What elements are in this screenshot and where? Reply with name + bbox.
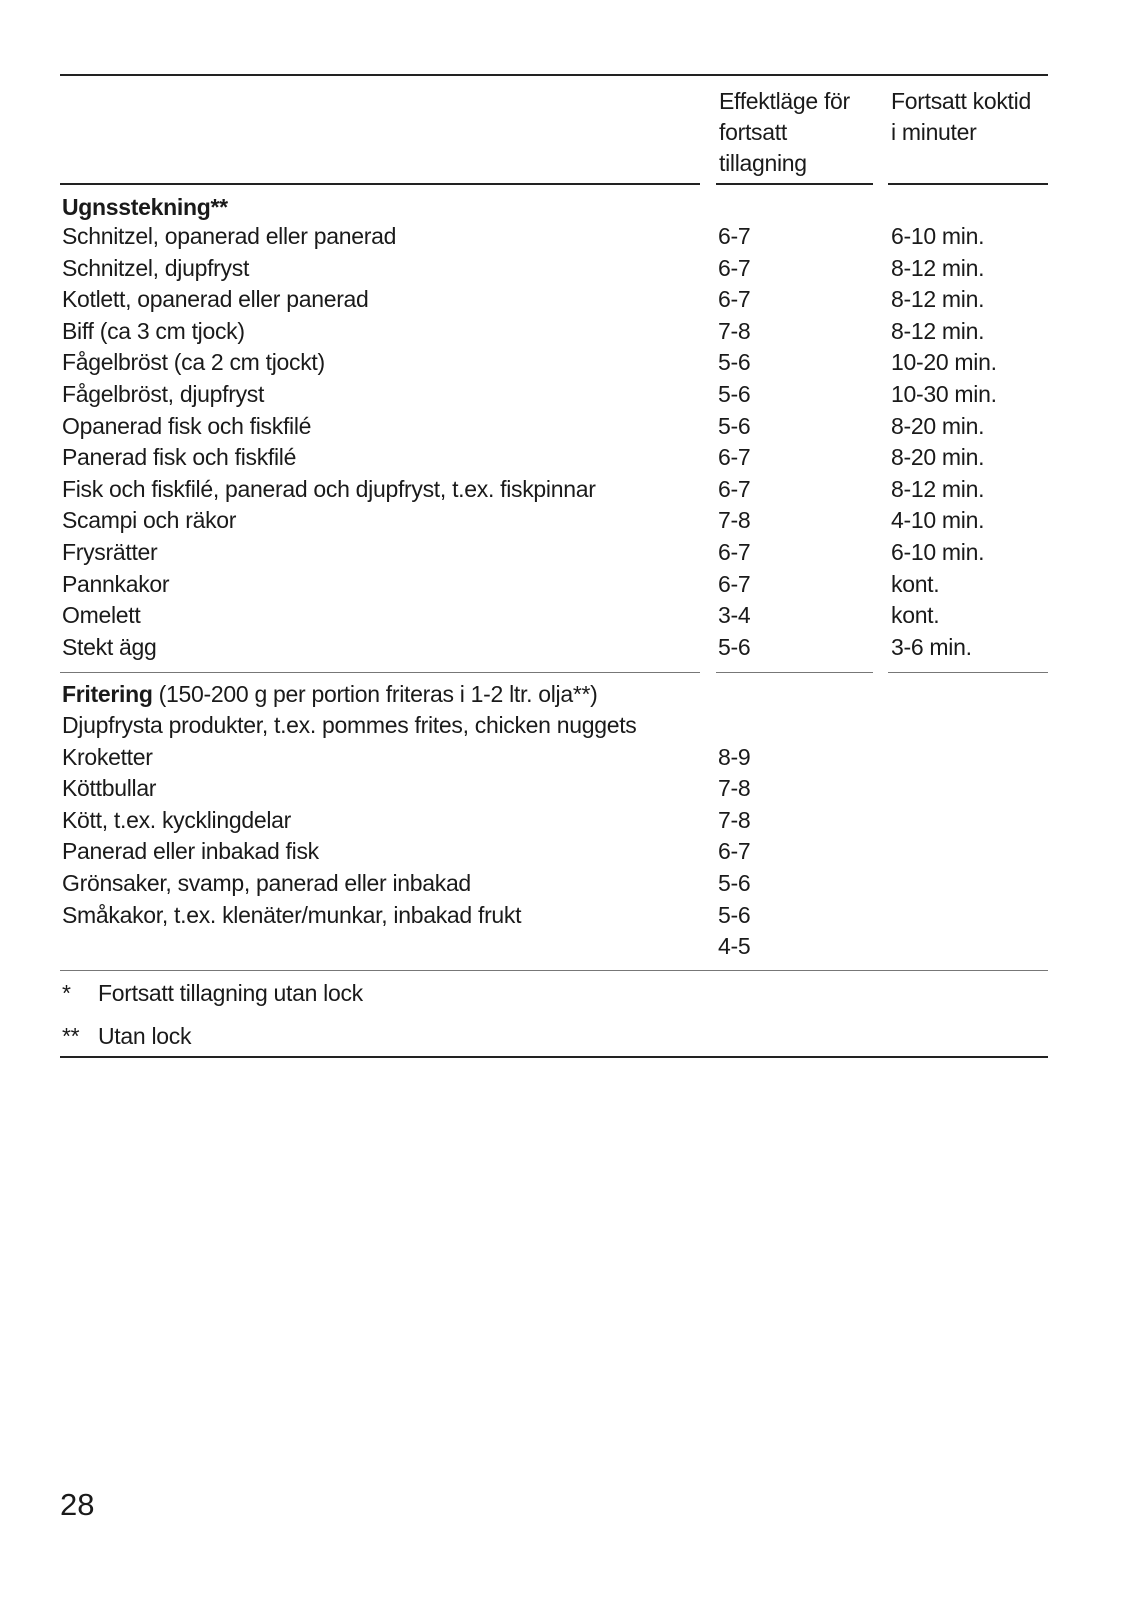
table-row	[62, 316, 1052, 348]
row-cook-time: 3-6 min.	[891, 633, 972, 660]
table-row	[62, 379, 1052, 411]
row-item: Omelett	[62, 602, 141, 629]
row-item: Fisk och fiskfilé, panerad och djupfryst, t.ex. fiskpinnar	[62, 475, 596, 502]
row-power-level: 5-6	[718, 412, 751, 439]
row-power-level: 6-7	[718, 570, 751, 597]
table-row	[62, 411, 1052, 443]
header-power-line-2: fortsatt	[719, 119, 787, 145]
footnote-rule	[60, 970, 1048, 971]
table-row	[62, 442, 1052, 474]
header-rule-col2	[716, 183, 873, 185]
row-item: Stekt ägg	[62, 633, 157, 660]
row-item: Frysrätter	[62, 538, 158, 565]
row-power-level: 5-6	[718, 869, 751, 896]
row-cook-time: 8-20 min.	[891, 412, 985, 439]
section1-rule-col2	[716, 672, 873, 673]
row-power-level: 7-8	[718, 507, 751, 534]
table-top-rule	[60, 74, 1048, 76]
header-power-line-1: Effektläge för	[719, 88, 850, 114]
row-item: Panerad fisk och fiskfilé	[62, 444, 297, 471]
row-power-level: 6-7	[718, 286, 751, 313]
row-power-level: 8-9	[718, 743, 751, 770]
section1-rule-col3	[888, 672, 1048, 673]
row-item: Pannkakor	[62, 570, 170, 597]
row-item: Köttbullar	[62, 775, 157, 802]
table-row	[62, 710, 1052, 742]
row-power-level: 5-6	[718, 633, 751, 660]
footnote-1-text: Fortsatt tillagning utan lock	[98, 980, 363, 1006]
row-power-level: 7-8	[718, 317, 751, 344]
row-item: Scampi och räkor	[62, 507, 237, 534]
table-row	[62, 773, 1052, 805]
row-power-level: 7-8	[718, 775, 751, 802]
header-power-line-3: tillagning	[719, 150, 807, 176]
table-row	[62, 836, 1052, 868]
table-row	[62, 284, 1052, 316]
row-power-level: 6-7	[718, 475, 751, 502]
row-power-level: 3-4	[718, 602, 751, 629]
header-power-level	[719, 86, 850, 179]
row-cook-time: 8-20 min.	[891, 444, 985, 471]
row-power-level: 7-8	[718, 806, 751, 833]
table-row	[62, 569, 1052, 601]
row-cook-time: 6-10 min.	[891, 223, 985, 249]
row-item: Fågelbröst (ca 2 cm tjockt)	[62, 349, 325, 376]
section-title-ugnsstekning	[62, 191, 228, 223]
section1-title-text: Ugnsstekning**	[62, 194, 228, 220]
footnote-1-mark: *	[62, 980, 71, 1006]
row-cook-time: 6-10 min.	[891, 538, 985, 565]
table-row	[62, 474, 1052, 506]
row-item: Grönsaker, svamp, panerad eller inbakad	[62, 869, 471, 896]
row-cook-time: kont.	[891, 570, 940, 597]
section2-title-rest: (150-200 g per portion friteras i 1-2 ltr. olja**)	[152, 681, 598, 707]
row-power-level: 4-5	[718, 933, 751, 960]
row-cook-time: 10-20 min.	[891, 349, 997, 376]
row-cook-time: 8-12 min.	[891, 317, 985, 344]
footnote-2-text: Utan lock	[98, 1023, 192, 1049]
table-row	[62, 805, 1052, 837]
row-item: Opanerad fisk och fiskfilé	[62, 412, 312, 439]
row-power-level: 6-7	[718, 254, 751, 281]
header-time-line-2: i minuter	[891, 119, 977, 145]
table-row	[62, 600, 1052, 632]
row-item: Fågelbröst, djupfryst	[62, 380, 265, 407]
row-item: Panerad eller inbakad fisk	[62, 838, 319, 865]
row-cook-time: 8-12 min.	[891, 475, 985, 502]
row-item: Kroketter	[62, 743, 153, 770]
section1-rows	[62, 221, 1052, 663]
table-row	[62, 221, 1052, 253]
row-item: Kött, t.ex. kycklingdelar	[62, 806, 291, 833]
row-cook-time: 4-10 min.	[891, 507, 985, 534]
table-row	[62, 900, 1052, 932]
page-number: 28	[60, 1487, 95, 1522]
table-row	[62, 632, 1052, 664]
table-row	[62, 868, 1052, 900]
row-item: Djupfrysta produkter, t.ex. pommes frites, chicken nuggets	[62, 712, 637, 738]
header-time-line-1: Fortsatt koktid	[891, 88, 1031, 114]
row-power-level: 5-6	[718, 901, 751, 928]
table-row	[62, 931, 1052, 963]
header-rule-col3	[888, 183, 1048, 185]
row-power-level: 6-7	[718, 838, 751, 865]
section-title-fritering	[62, 678, 598, 710]
header-rule-col1	[60, 183, 700, 185]
footnote-2	[62, 1021, 191, 1051]
table-row	[62, 505, 1052, 537]
table-row	[62, 253, 1052, 285]
footnote-1	[62, 978, 363, 1008]
row-power-level: 6-7	[718, 223, 751, 249]
row-power-level: 5-6	[718, 349, 751, 376]
row-item: Schnitzel, opanerad eller panerad	[62, 223, 397, 249]
row-item: Biff (ca 3 cm tjock)	[62, 317, 245, 344]
row-cook-time: 8-12 min.	[891, 254, 985, 281]
header-cook-time	[891, 86, 1031, 148]
section1-rule-col1	[60, 672, 700, 673]
row-cook-time: 10-30 min.	[891, 380, 997, 407]
section2-rows	[62, 710, 1052, 963]
row-power-level: 5-6	[718, 380, 751, 407]
table-row	[62, 347, 1052, 379]
row-item: Småkakor, t.ex. klenäter/munkar, inbakad frukt	[62, 901, 522, 928]
row-item: Schnitzel, djupfryst	[62, 254, 250, 281]
section2-title-bold: Fritering	[62, 681, 153, 707]
row-cook-time: 8-12 min.	[891, 286, 985, 313]
row-power-level: 6-7	[718, 538, 751, 565]
table-row	[62, 537, 1052, 569]
row-cook-time: kont.	[891, 602, 940, 629]
row-power-level: 6-7	[718, 444, 751, 471]
footnote-2-mark: **	[62, 1023, 80, 1049]
table-bottom-rule	[60, 1056, 1048, 1058]
row-item: Kotlett, opanerad eller panerad	[62, 286, 369, 313]
table-row	[62, 742, 1052, 774]
